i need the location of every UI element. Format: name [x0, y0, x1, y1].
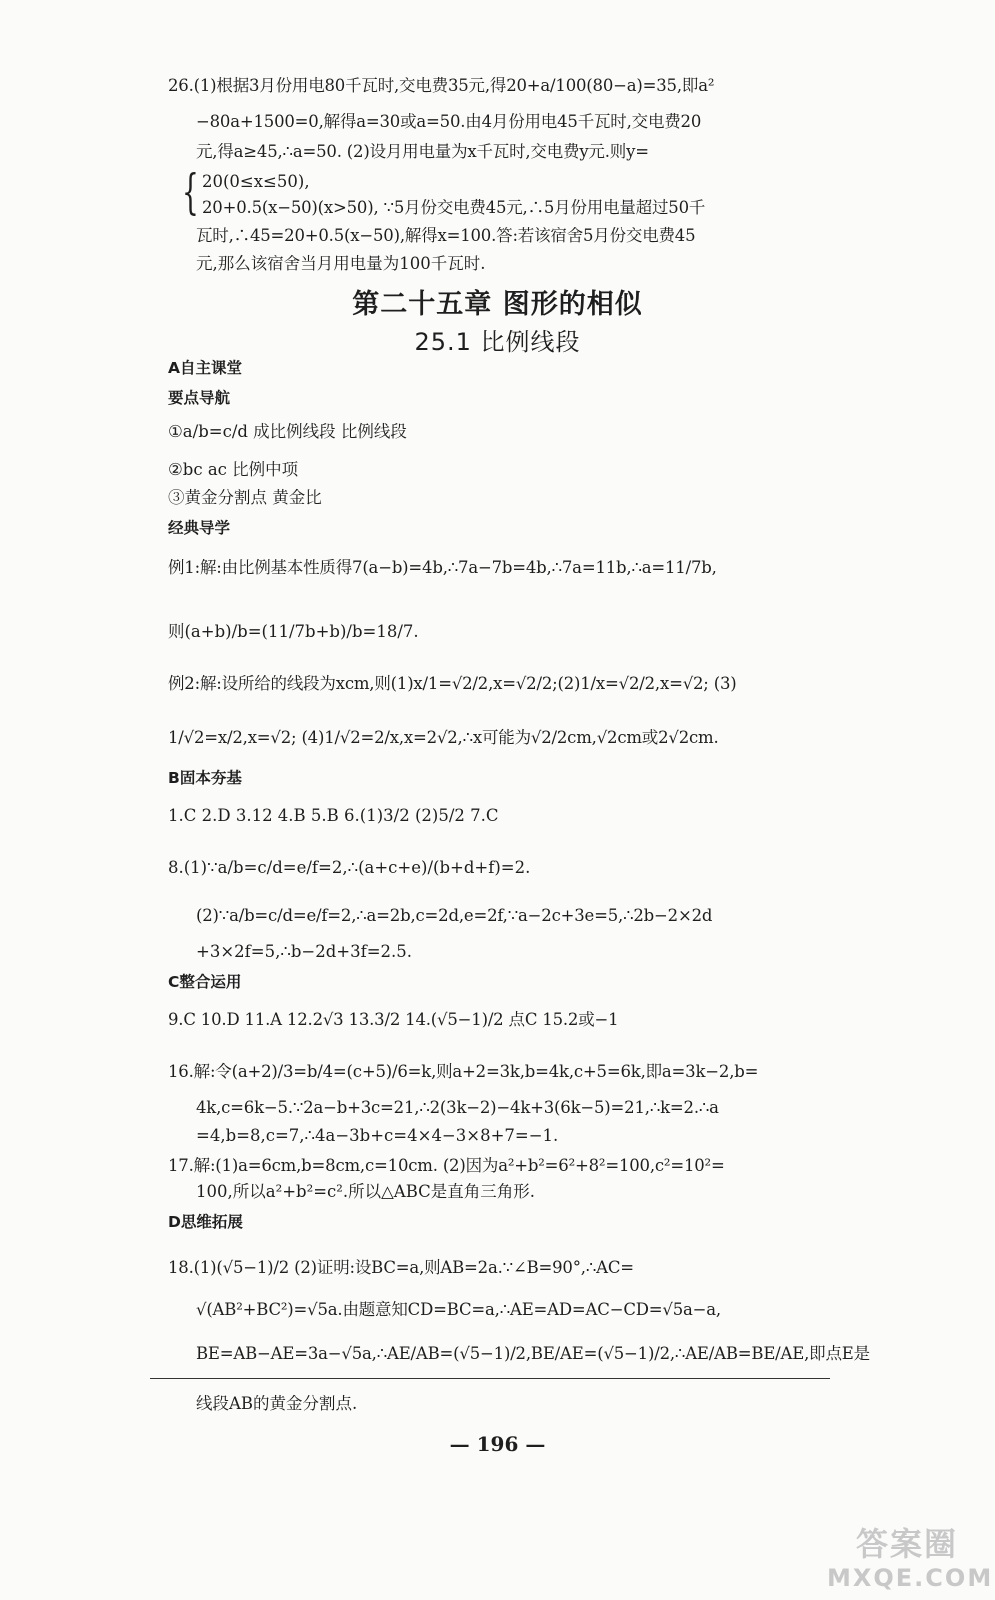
text-line: (2)∵a/b=c/d=e/f=2,∴a=2b,c=2d,e=2f,∵a−2c+3e=5,∴2b−2×2d	[196, 906, 713, 925]
text-line: 元,那么该宿舍当月用电量为100千瓦时.	[196, 254, 486, 273]
footnote-divider	[150, 1378, 830, 1379]
text-line: 9.C 10.D 11.A 12.2√3 13.3/2 14.(√5−1)/2 点C 15.2或−1	[168, 1010, 619, 1029]
watermark-logo	[827, 1524, 994, 1596]
watermark-url: MXQE.COM	[827, 1564, 994, 1592]
text-line: 线段AB的黄金分割点.	[196, 1394, 358, 1413]
text-line: 100,所以a²+b²=c².所以△ABC是直角三角形.	[196, 1182, 536, 1201]
page-number: — 196 —	[449, 1432, 546, 1456]
text-line: 元,得a≥45,∴a=50. (2)设月用电量为x千瓦时,交电费y元.则y=	[196, 142, 649, 161]
section-heading: C整合运用	[168, 973, 242, 991]
text-line: BE=AB−AE=3a−√5a,∴AE/AB=(√5−1)/2,BE/AE=(√5−1)/2,∴AE/AB=BE/AE,即点E是	[196, 1344, 870, 1363]
subsection-heading: 经典导学	[168, 519, 231, 537]
text-line: 4k,c=6k−5.∵2a−b+3c=21,∴2(3k−2)−4k+3(6k−5)=21,∴k=2.∴a	[196, 1098, 719, 1117]
chapter-title: 第二十五章 图形的相似	[352, 289, 643, 320]
text-line: 17.解:(1)a=6cm,b=8cm,c=10cm. (2)因为a²+b²=6²+8²=100,c²=10²=	[168, 1156, 725, 1175]
text-line: =4,b=8,c=7,∴4a−3b+c=4×4−3×8+7=−1.	[196, 1126, 559, 1145]
section-heading: D思维拓展	[168, 1213, 243, 1231]
text-line: 例2:解:设所给的线段为xcm,则(1)x/1=√2/2,x=√2/2;(2)1/x=√2/2,x=√2; (3)	[168, 674, 737, 693]
text-line: 20(0≤x≤50),	[202, 172, 310, 191]
section-heading: A自主课堂	[168, 359, 242, 377]
text-line: +3×2f=5,∴b−2d+3f=2.5.	[196, 942, 413, 961]
text-line: 1.C 2.D 3.12 4.B 5.B 6.(1)3/2 (2)5/2 7.C	[168, 806, 499, 825]
subsection-heading: 要点导航	[168, 389, 231, 407]
text-line: 16.解:令(a+2)/3=b/4=(c+5)/6=k,则a+2=3k,b=4k,c+5=6k,即a=3k−2,b=	[168, 1062, 759, 1081]
text-line: 8.(1)∵a/b=c/d=e/f=2,∴(a+c+e)/(b+d+f)=2.	[168, 858, 531, 877]
text-line: 18.(1)(√5−1)/2 (2)证明:设BC=a,则AB=2a.∵∠B=90°,∴AC=	[168, 1258, 634, 1277]
text-line: 例1:解:由比例基本性质得7(a−b)=4b,∴7a−7b=4b,∴7a=11b,∴a=11/7b,	[168, 558, 717, 577]
text-line: 则(a+b)/b=(11/7b+b)/b=18/7.	[168, 622, 419, 641]
section-title: 25.1 比例线段	[414, 328, 581, 356]
text-line: 瓦时,∴45=20+0.5(x−50),解得x=100.答:若该宿舍5月份交电费45	[196, 226, 696, 245]
section-heading: B固本夯基	[168, 769, 242, 787]
text-line: ①a/b=c/d 成比例线段 比例线段	[168, 422, 407, 441]
text-line: √(AB²+BC²)=√5a.由题意知CD=BC=a,∴AE=AD=AC−CD=√5a−a,	[196, 1300, 721, 1319]
text-line: 26.(1)根据3月份用电80千瓦时,交电费35元,得20+a/100(80−a)=35,即a²	[168, 76, 715, 95]
text-line: ②bc ac 比例中项	[168, 460, 299, 479]
watermark-text: 答案圈	[855, 1525, 958, 1563]
piecewise-brace: {	[182, 164, 199, 220]
text-line: 20+0.5(x−50)(x>50), ∵5月份交电费45元,∴5月份用电量超过50千	[202, 198, 706, 217]
text-line: ③黄金分割点 黄金比	[168, 488, 322, 507]
text-line: 1/√2=x/2,x=√2; (4)1/√2=2/x,x=2√2,∴x可能为√2/2cm,√2cm或2√2cm.	[168, 728, 719, 747]
text-line: −80a+1500=0,解得a=30或a=50.由4月份用电45千瓦时,交电费20	[196, 112, 702, 131]
